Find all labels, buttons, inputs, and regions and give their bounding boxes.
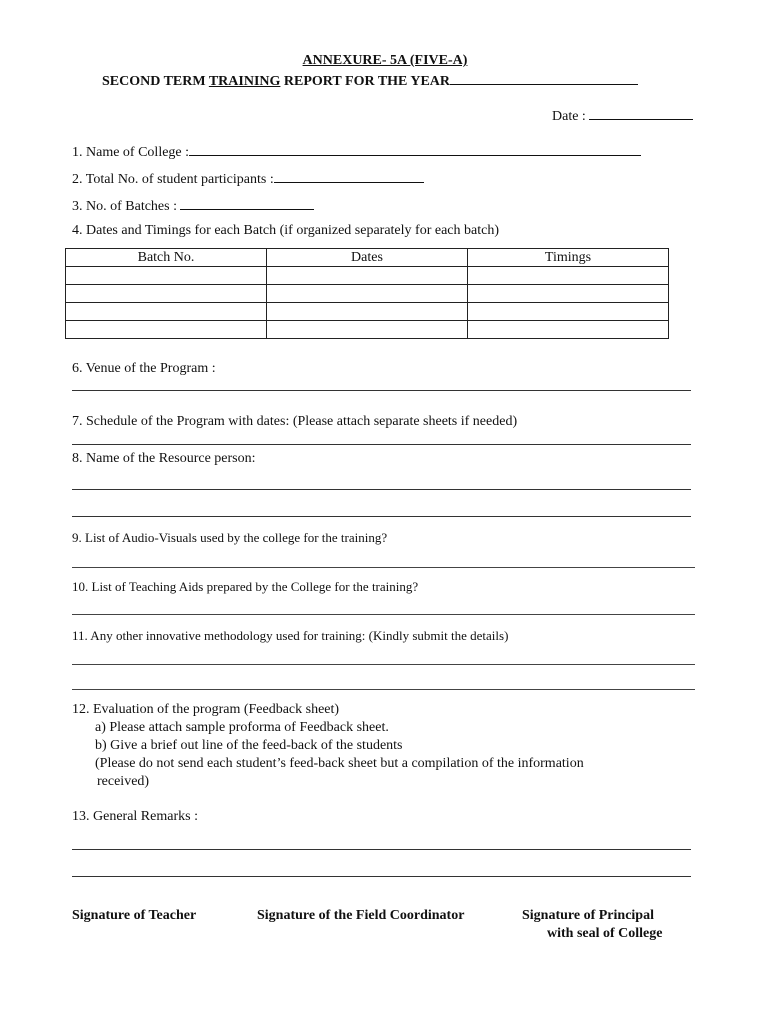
column-header-timings: Timings — [468, 249, 669, 267]
remarks-answer-line-2[interactable] — [72, 876, 691, 877]
table-cell[interactable] — [267, 267, 468, 285]
signature-teacher: Signature of Teacher — [72, 908, 197, 923]
title-part-2: REPORT FOR THE YEAR — [280, 74, 451, 89]
item-12b: b) Give a brief out line of the feed-back of the students — [95, 738, 403, 753]
table-row — [66, 267, 669, 285]
report-title — [102, 72, 638, 90]
item-12: 12. Evaluation of the program (Feedback sheet) — [72, 702, 340, 717]
table-cell[interactable] — [468, 321, 669, 339]
item-8: 8. Name of the Resource person: — [72, 451, 256, 466]
date-blank[interactable] — [589, 107, 693, 120]
methodology-answer-line-2[interactable] — [72, 689, 695, 690]
table-cell[interactable] — [66, 303, 267, 321]
item-10: 10. List of Teaching Aids prepared by the College for the training? — [72, 579, 419, 594]
table-header-row — [66, 249, 669, 267]
college-name-label: 1. Name of College : — [72, 145, 190, 160]
column-header-dates: Dates — [267, 249, 468, 267]
table-cell[interactable] — [468, 267, 669, 285]
item-3 — [72, 197, 314, 215]
item-12c-line-1: (Please do not send each student’s feed-back sheet but a compilation of the information — [95, 756, 584, 771]
item-12c-line-2: received) — [97, 774, 150, 789]
teaching-aids-answer-line[interactable] — [72, 614, 695, 615]
item-9: 9. List of Audio-Visuals used by the college for the training? — [72, 530, 388, 545]
item-2 — [72, 170, 424, 188]
table-cell[interactable] — [468, 303, 669, 321]
table-cell[interactable] — [468, 285, 669, 303]
remarks-answer-line-1[interactable] — [72, 849, 691, 850]
annexure-heading: ANNEXURE- 5A (FIVE-A) — [302, 53, 468, 68]
signature-principal-seal: with seal of College — [547, 926, 663, 941]
resource-answer-line-1[interactable] — [72, 489, 691, 490]
item-12a: a) Please attach sample proforma of Feedback sheet. — [95, 720, 389, 735]
table-cell[interactable] — [267, 321, 468, 339]
item-13: 13. General Remarks : — [72, 809, 198, 824]
batches-label: 3. No. of Batches : — [72, 199, 177, 214]
batches-blank[interactable] — [180, 197, 314, 210]
item-7: 7. Schedule of the Program with dates: (Please attach separate sheets if needed) — [72, 414, 518, 429]
table-row — [66, 321, 669, 339]
title-part-1: SECOND TERM — [102, 74, 209, 89]
date-label: Date : — [552, 109, 586, 124]
table-row — [66, 285, 669, 303]
table-row — [66, 303, 669, 321]
resource-answer-line-2[interactable] — [72, 516, 691, 517]
signature-field-coordinator: Signature of the Field Coordinator — [257, 908, 465, 923]
table-cell[interactable] — [267, 303, 468, 321]
methodology-answer-line-1[interactable] — [72, 664, 695, 665]
audio-visual-answer-line[interactable] — [72, 567, 695, 568]
item-1 — [72, 143, 641, 161]
participants-label: 2. Total No. of student participants : — [72, 172, 274, 187]
table-cell[interactable] — [66, 285, 267, 303]
column-header-batch: Batch No. — [66, 249, 267, 267]
table-cell[interactable] — [66, 321, 267, 339]
venue-answer-line[interactable] — [72, 390, 691, 391]
table-cell[interactable] — [267, 285, 468, 303]
batch-table — [65, 248, 669, 339]
table-cell[interactable] — [66, 267, 267, 285]
participants-blank[interactable] — [274, 170, 424, 183]
signature-principal: Signature of Principal — [522, 908, 654, 923]
item-6: 6. Venue of the Program : — [72, 361, 216, 376]
title-training: TRAINING — [208, 74, 281, 89]
college-name-blank[interactable] — [189, 143, 641, 156]
item-4: 4. Dates and Timings for each Batch (if organized separately for each batch) — [72, 223, 499, 238]
schedule-answer-line[interactable] — [72, 444, 691, 445]
item-11: 11. Any other innovative methodology used for training: (Kindly submit the details) — [72, 628, 509, 643]
date-row — [552, 107, 693, 125]
year-blank[interactable] — [450, 72, 638, 85]
